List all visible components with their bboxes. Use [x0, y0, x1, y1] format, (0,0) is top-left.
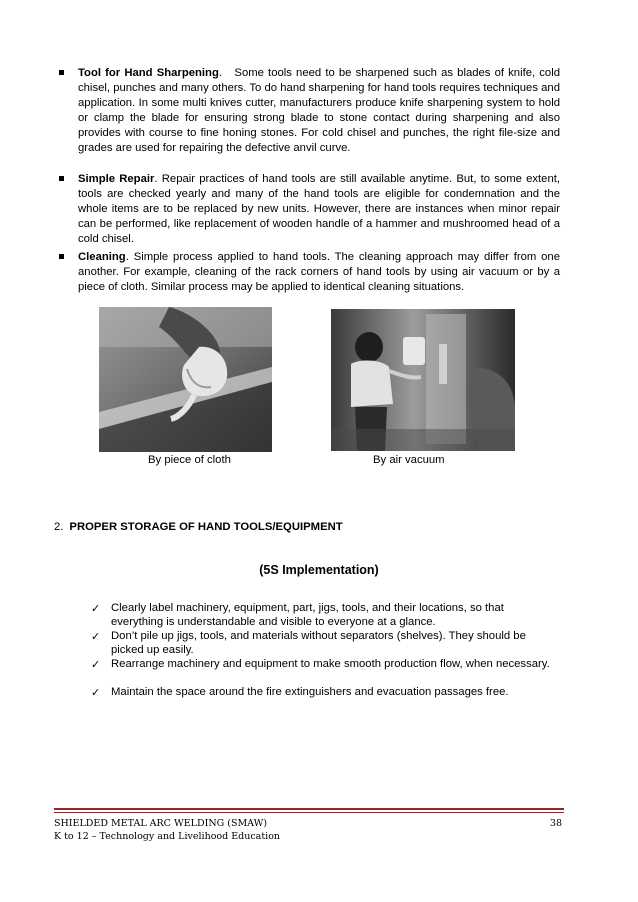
check-item-text: Don’t pile up jigs, tools, and materials without separators (shelves). They should be picked up easily. [111, 630, 526, 656]
bullet-item-sharpening [78, 66, 560, 156]
photo-caption-cloth: By piece of cloth [148, 454, 231, 466]
section-number: 2. [54, 521, 64, 533]
bullet-separator: . [154, 173, 162, 185]
check-item-text: Maintain the space around the fire extinguishers and evacuation passages free. [111, 686, 509, 698]
page-number: 38 [549, 818, 562, 829]
bullet-separator: . [218, 67, 235, 79]
bullet-item-repair [78, 172, 560, 247]
subheading: (5S Implementation) [259, 563, 379, 577]
checkmark-icon: ✓ [91, 602, 101, 615]
bullet-text: Repair practices of hand tools are still available anytime. But, to some extent, tools are checked yearly and many of the hand tools are eligible for condemnation and the whole items are to be replaced by new units. However, there are instances when minor repair can be performed, like replacement of wooden handle of a hammer and mushroomed head of a cold chisel. [78, 173, 561, 245]
footer-title: SHIELDED METAL ARC WELDING (SMAW) [54, 818, 268, 829]
square-bullet-icon [59, 70, 64, 75]
square-bullet-icon [59, 176, 64, 181]
section-title: PROPER STORAGE OF HAND TOOLS/EQUIPMENT [69, 521, 343, 533]
photo-caption-vacuum: By air vacuum [373, 454, 445, 466]
check-item [91, 658, 551, 672]
check-item [91, 602, 551, 629]
check-item-text: Rearrange machinery and equipment to make smooth production flow, when necessary. [111, 658, 550, 670]
bullet-heading: Cleaning [78, 251, 126, 263]
check-item [91, 686, 551, 700]
air-vacuum-photo [331, 309, 515, 451]
footer-subtitle: K to 12 – Technology and Livelihood Education [54, 831, 281, 842]
cloth-cleaning-photo [99, 307, 272, 452]
square-bullet-icon [59, 254, 64, 259]
checkmark-icon: ✓ [91, 658, 101, 671]
footer-rule [54, 808, 564, 810]
bullet-text: Some tools need to be sharpened such as blades of knife, cold chisel, punches and many others. To do hand sharpening for hand tools requires techniques and application. In some multi knives cutter, manufacturers produce knife sharpening system to hold or clamp the blade for ensuring strong blade to stone contact during sharpening and also provides with course to fine honing stones. For cold chisel and punches, the right file-size and grades are used for repairing the defective anvil curve. [78, 67, 561, 154]
bullet-separator: . [125, 251, 134, 263]
section-heading [54, 521, 343, 533]
checkmark-icon: ✓ [91, 630, 101, 643]
check-item [91, 630, 551, 657]
bullet-heading: Simple Repair [78, 173, 155, 185]
footer-rule [54, 812, 564, 813]
bullet-text: Simple process applied to hand tools. The cleaning approach may differ from one another. For example, cleaning of the rack corners of hand tools by using air vacuum or by a piece of cloth. Similar process may be applied to identical cleaning situations. [78, 251, 560, 293]
bullet-item-cleaning [78, 250, 560, 295]
bullet-heading: Tool for Hand Sharpening [78, 67, 219, 79]
check-item-text: Clearly label machinery, equipment, part, jigs, tools, and their locations, so that everything is understandable and visible to everyone at a glance. [111, 602, 504, 628]
checkmark-icon: ✓ [91, 686, 101, 699]
